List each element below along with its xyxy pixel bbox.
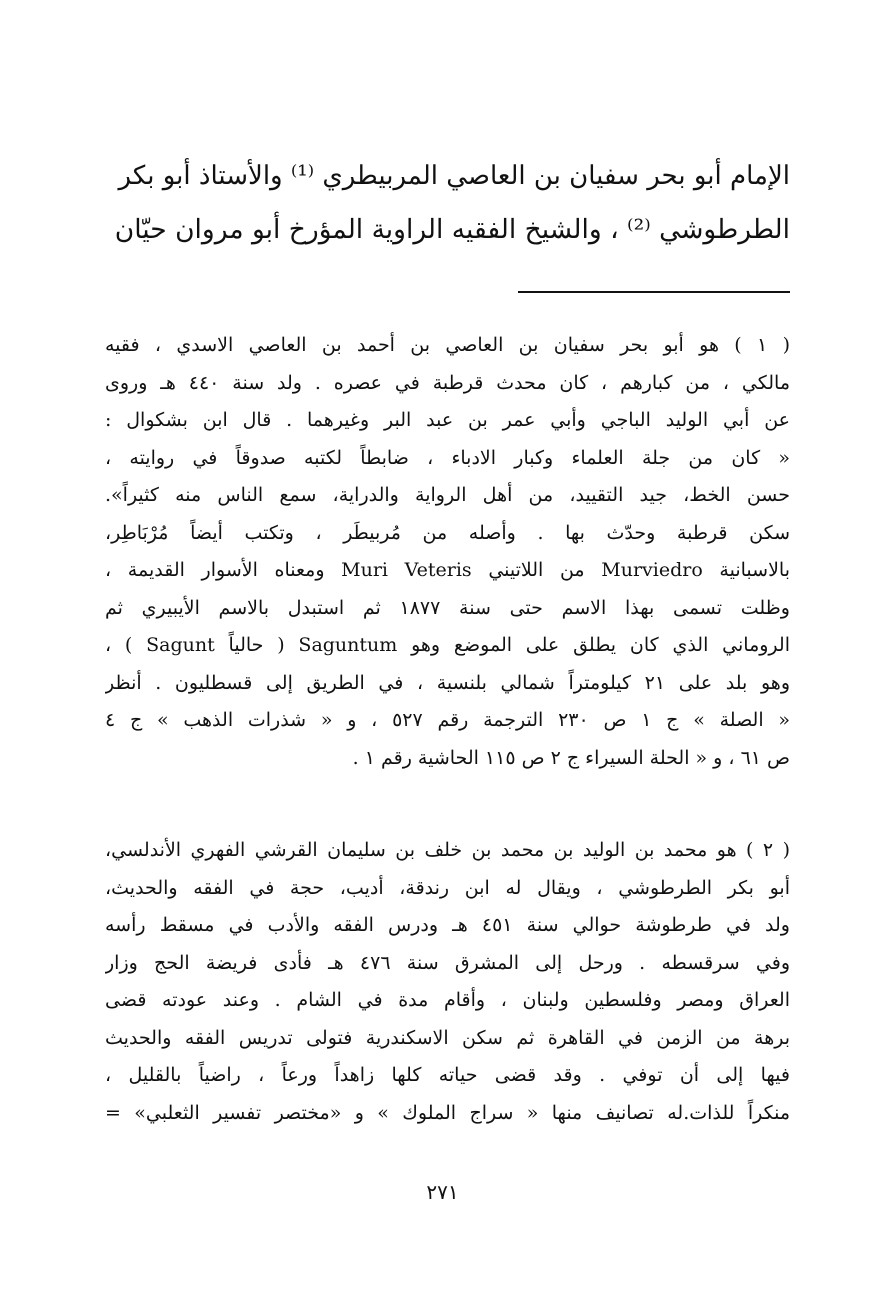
main-text-line: الطرطوشي ⁽²⁾ ، والشيخ الفقيه الراوية المؤرخ أبو مروان حيّان bbox=[114, 214, 790, 245]
footnote-line: مالكي ، من كبارهم ، كان محدث قرطبة في عصره . ولد سنة ٤٤٠ هـ وروى bbox=[105, 371, 790, 394]
footnote-line: أبو بكر الطرطوشي ، ويقال له ابن رندقة، أديب، حجة في الفقه والحديث، bbox=[105, 876, 790, 899]
footnote-line: عن أبي الوليد الباجي وأبي عمر بن عبد البر وغيرهما . قال ابن بشكوال : bbox=[105, 409, 790, 431]
footnote-line: فيها إلى أن توفي . وقد قضى حياته كلها زاهداً ورعاً ، راضياً بالقليل ، bbox=[105, 1064, 790, 1086]
footnote-2 bbox=[105, 832, 790, 1132]
footnote-line: ( ٢ ) هو محمد بن الوليد بن محمد بن خلف بن سليمان القرشي الفهري الأندلسي، bbox=[105, 839, 790, 861]
main-text bbox=[110, 150, 790, 256]
footnote-line: ولد في طرطوشة حوالي سنة ٤٥١ هـ ودرس الفقه والأدب في مسقط رأسه bbox=[105, 914, 790, 936]
footnote-line: ( ١ ) هو أبو بحر سفيان بن العاصي بن أحمد بن العاصي الاسدي ، فقيه bbox=[105, 334, 790, 356]
footnote-separator bbox=[518, 291, 790, 293]
main-text-line: الإمام أبو بحر سفيان بن العاصي المربيطري ⁽¹⁾ والأستاذ أبو بكر bbox=[118, 161, 790, 191]
footnote-1 bbox=[105, 327, 790, 777]
footnote-line: الروماني الذي كان يطلق على الموضع وهو Saguntum ( حالياً Sagunt ) ، bbox=[105, 634, 790, 656]
page-number: ٢٧١ bbox=[426, 1180, 459, 1204]
footnote-line: ص ٦١ ، و « الحلة السيراء ج ٢ ص ١١٥ الحاشية رقم ١ . bbox=[352, 746, 790, 769]
footnote-line: وفي سرقسطه . ورحل إلى المشرق سنة ٤٧٦ هـ فأدى فريضة الحج وزار bbox=[105, 951, 790, 974]
footnote-line: منكراً للذات.له تصانيف منها « سراج الملوك » و «مختصر تفسير الثعلبي» = bbox=[105, 1101, 790, 1124]
footnote-line: سكن قرطبة وحدّث بها . وأصله من مُربيطَر ، وتكتب أيضاً مُرْبَاطِر، bbox=[105, 521, 790, 544]
footnote-line: بالاسبانية Murviedro من اللاتيني Muri Veteris ومعناه الأسوار القديمة ، bbox=[105, 559, 790, 581]
footnote-line: وظلت تسمى بهذا الاسم حتى سنة ١٨٧٧ ثم استبدل بالاسم الأيبيري ثم bbox=[105, 596, 790, 619]
footnote-line: برهة من الزمن في القاهرة ثم سكن الاسكندرية فتولى تدريس الفقه والحديث bbox=[105, 1026, 790, 1049]
footnote-line: العراق ومصر وفلسطين ولبنان ، وأقام مدة في الشام . وعند عودته قضى bbox=[105, 989, 790, 1011]
footnote-line: « الصلة » ج ١ ص ٢٣٠ الترجمة رقم ٥٢٧ ، و « شذرات الذهب » ج ٤ bbox=[105, 709, 790, 731]
footnote-line: « كان من جلة العلماء وكبار الادباء ، ضابطاً لكتبه صدوقاً في روايته ، bbox=[105, 446, 790, 469]
footnote-line: وهو بلد على ٢١ كيلومتراً شمالي بلنسية ، في الطريق إلى قسطليون . أنظر bbox=[105, 671, 790, 694]
footnote-line: حسن الخط، جيد التقييد، من أهل الرواية والدراية، سمع الناس منه كثيراً». bbox=[105, 484, 790, 506]
